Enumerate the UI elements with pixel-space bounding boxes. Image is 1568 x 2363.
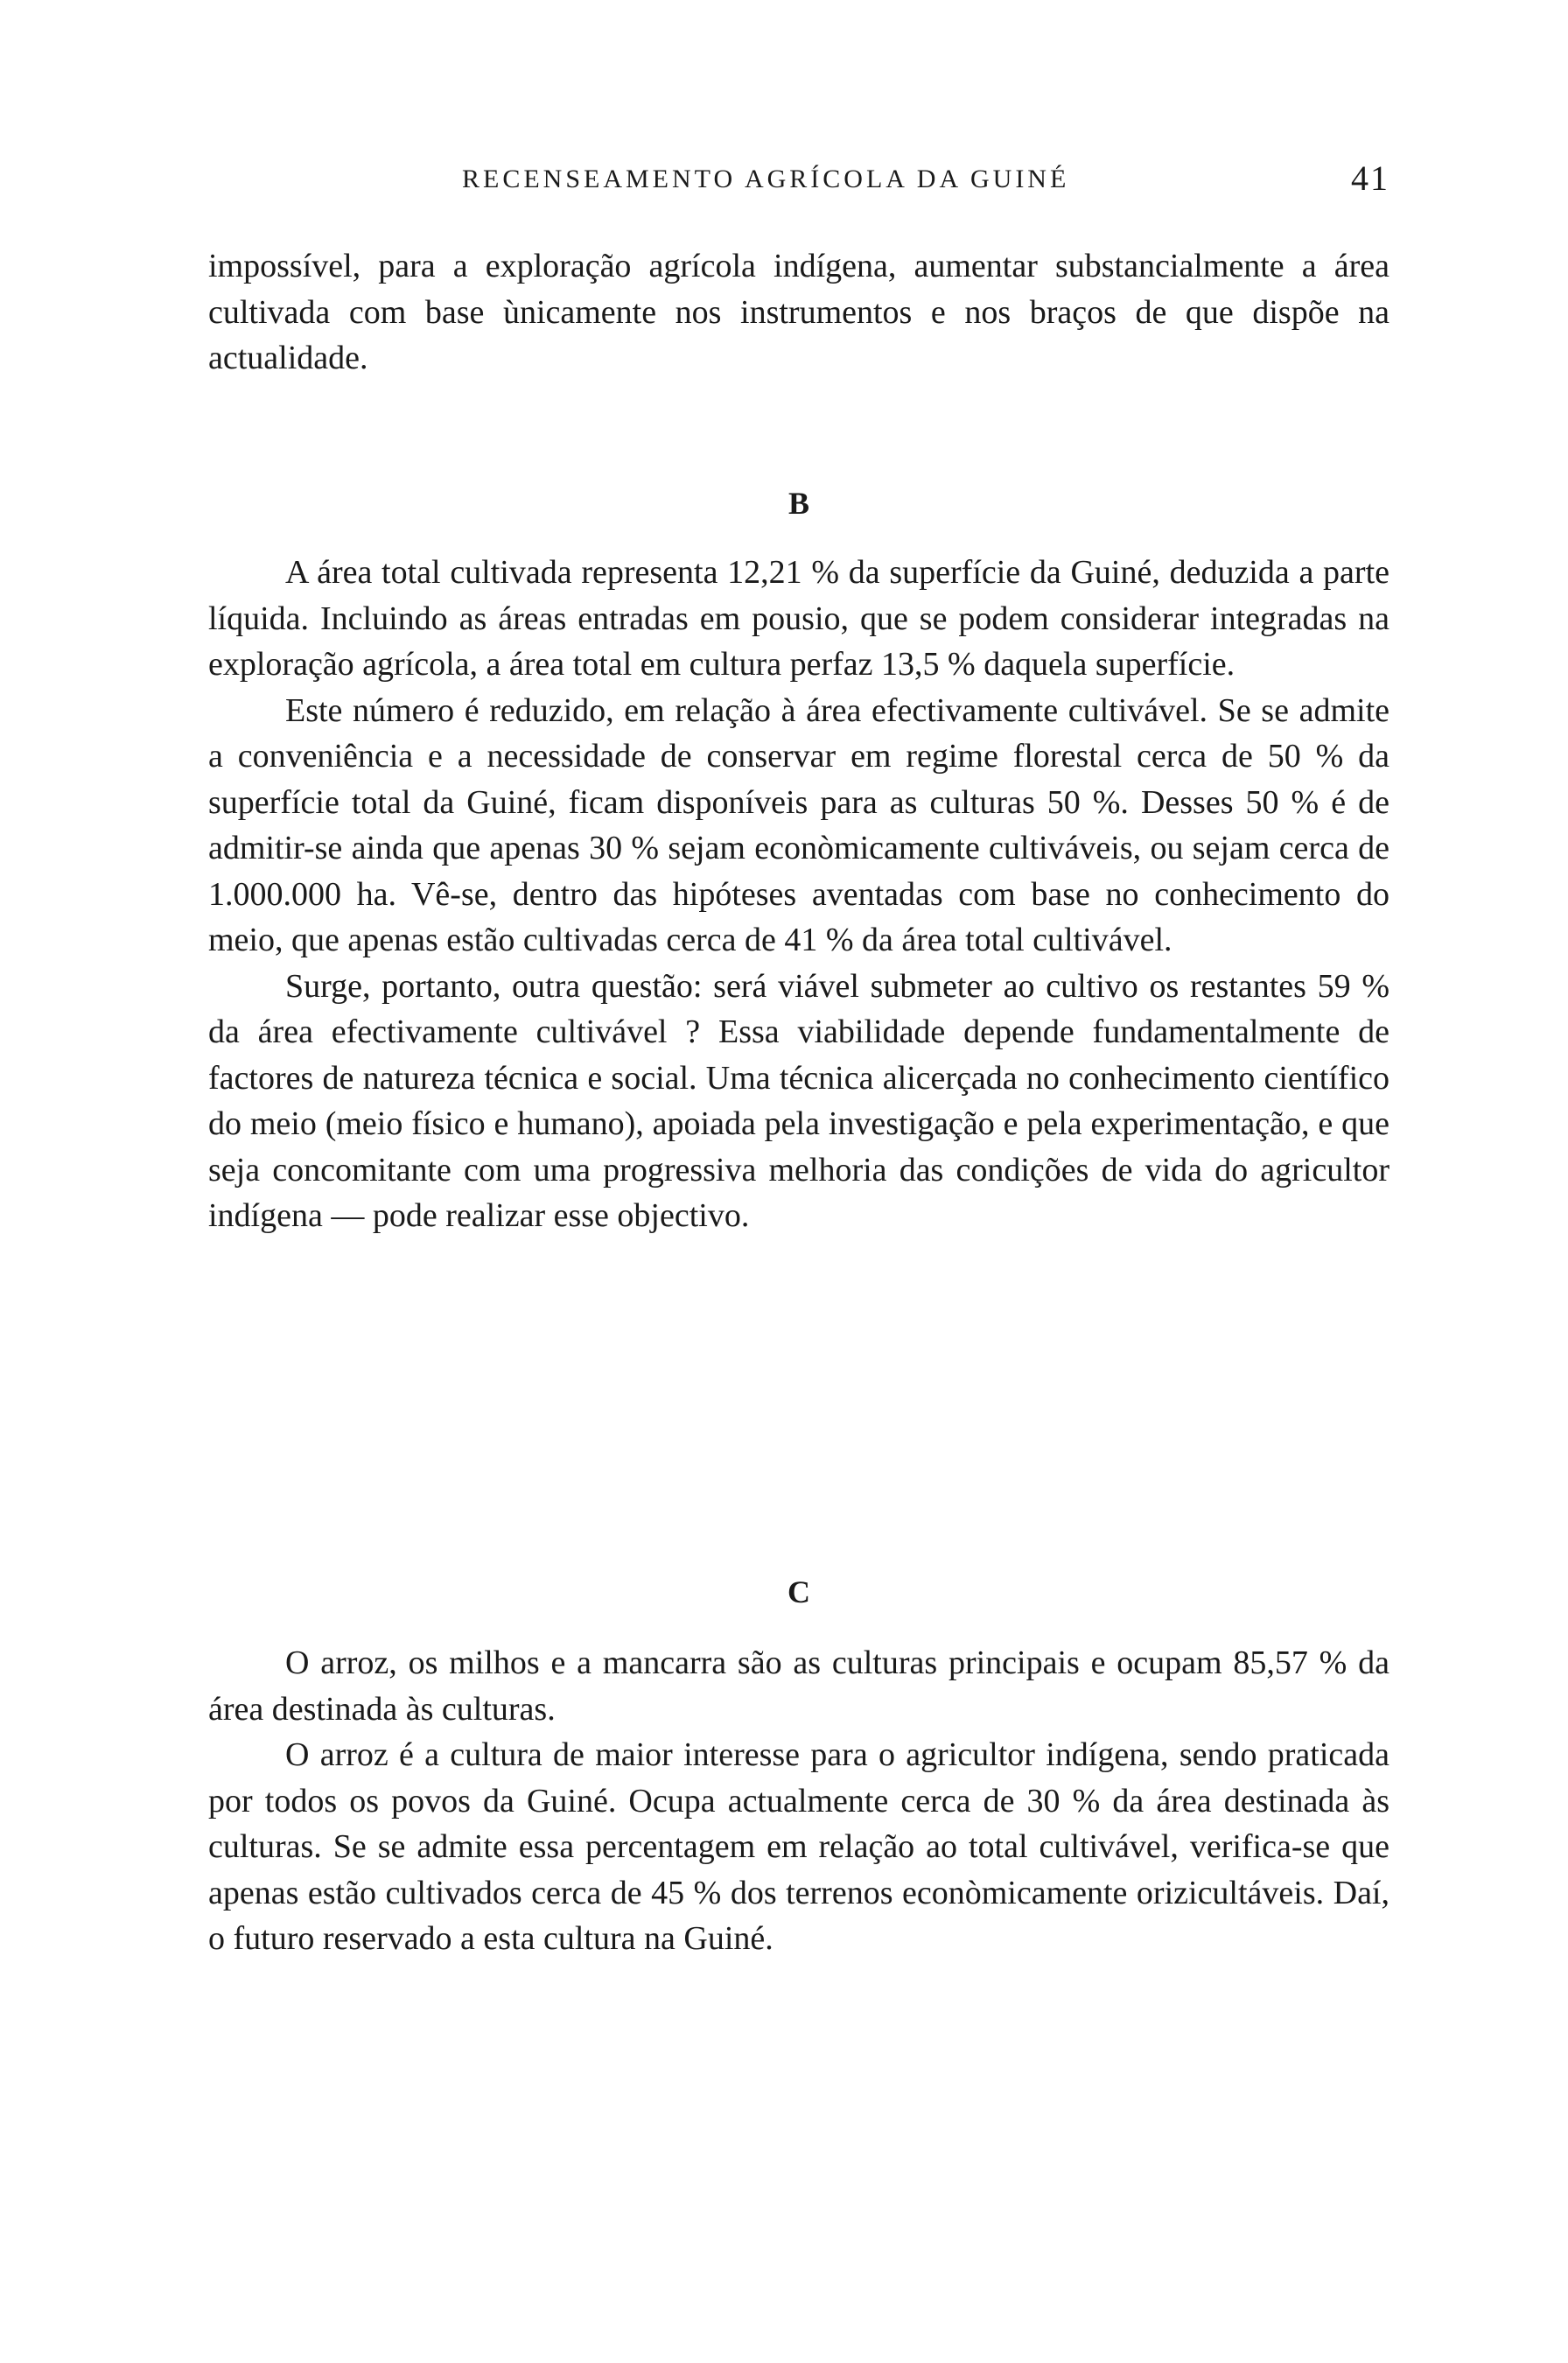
section-c-text [208, 1640, 1390, 1962]
body-paragraph: Surge, portanto, outra questão: será viável submeter ao cultivo os restantes 59 % da área efectivamente cultivável ? Essa viabilidade depende fundamentalmente de factores de natureza técnica e social. Uma técnica alicerçada no conhecimento científico do meio (meio físico e humano), apoiada pela investigação e pela experimentação, e que seja concomitante com uma progressiva melhoria das condições de vida do agricultor indígena — pode realizar esse objectivo. [208, 967, 1390, 1234]
section-b-text [208, 550, 1390, 1239]
section-heading-c: C [788, 1574, 810, 1609]
running-title: RECENSEAMENTO AGRÍCOLA DA GUINÉ [462, 165, 1070, 193]
book-page [208, 0, 1390, 2363]
section-heading-b: B [788, 486, 809, 521]
body-paragraph: O arroz, os milhos e a mancarra são as culturas principais e ocupam 85,57 % da área destinada às culturas. [208, 1644, 1390, 1728]
running-head [208, 156, 1390, 208]
body-paragraph: Este número é reduzido, em relação à área efectivamente cultivável. Se se admite a conveniência e a necessidade de conservar em regime florestal cerca de 50 % da superfície total da Guiné, ficam disponíveis para as culturas 50 %. Desses 50 % é de admitir-se ainda que apenas 30 % sejam econòmicamente cultiváveis, ou sejam cerca de 1.000.000 ha. Vê-se, dentro das hipóteses aventadas com base no conhecimento do meio, que apenas estão cultivadas cerca de 41 % da área total cultivável. [208, 691, 1390, 958]
paragraph-continuation [208, 243, 1390, 382]
body-paragraph: O arroz é a cultura de maior interesse para o agricultor indígena, sendo praticada por todos os povos da Guiné. Ocupa actualmente cerca de 30 % da área destinada às culturas. Se se admite essa percentagem em relação ao total cultivável, verifica-se que apenas estão cultivados cerca de 45 % dos terrenos econòmicamente orizicultáveis. Daí, o futuro reservado a esta cultura na Guiné. [208, 1736, 1390, 1957]
body-paragraph: A área total cultivada representa 12,21 % da superfície da Guiné, deduzida a parte líquida. Incluindo as áreas entradas em pousio, que se podem considerar integradas na exploração agrícola, a área total em cultura perfaz 13,5 % daquela superfície. [208, 554, 1390, 683]
page-number: 41 [1351, 158, 1390, 198]
body-paragraph: impossível, para a exploração agrícola indígena, aumentar substancialmente a área cultivada com base ùnicamente nos instrumentos e nos braços de que dispõe na actualidade. [208, 248, 1390, 376]
